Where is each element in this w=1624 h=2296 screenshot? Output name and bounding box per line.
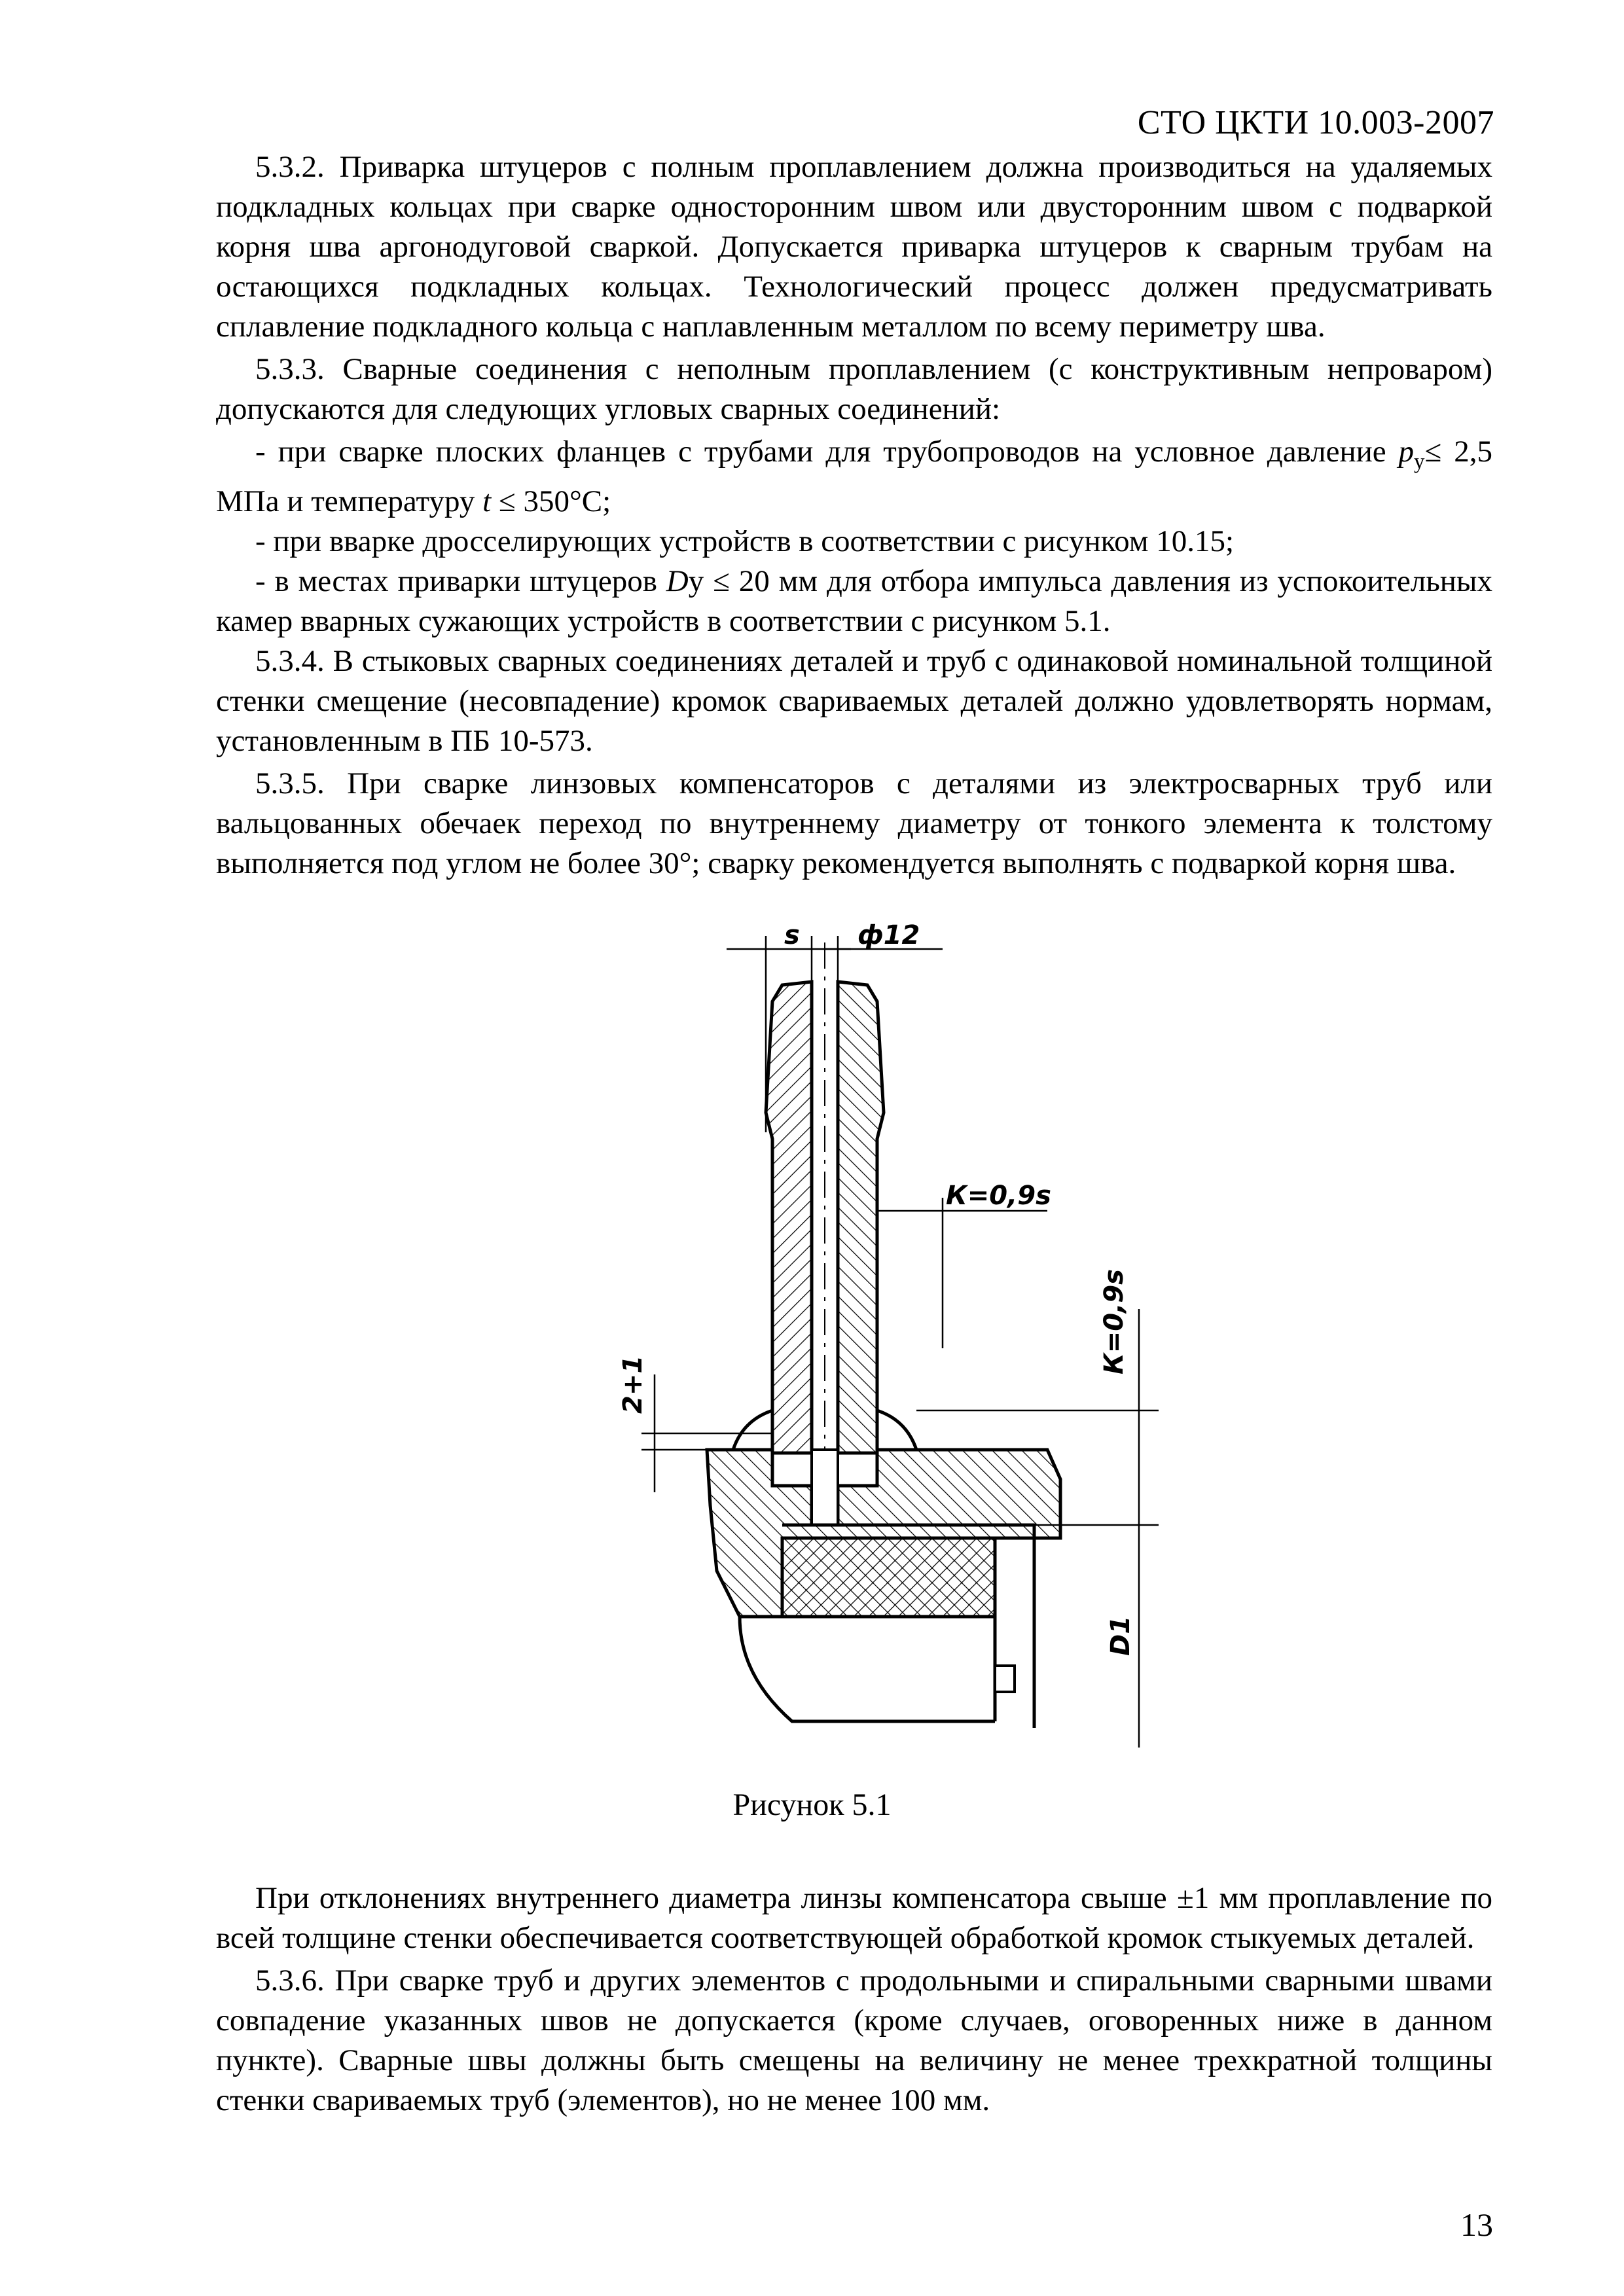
label-s: s: [784, 920, 800, 950]
chamber-lining: [782, 1538, 995, 1617]
fitting-left-wall: [766, 982, 812, 1453]
label-d1: D1: [1106, 1615, 1136, 1656]
list-item-fittings: - в местах приварки штуцеров Dу ≤ 20 мм для отбора импульса давления из успокоительных камер вварных сужающих устройств в соответствии с рисунком 5.1.: [216, 564, 1492, 639]
figure-caption: Рисунок 5.1: [732, 1787, 892, 1822]
paragraph-5-3-5: 5.3.5. При сварке линзовых компенсаторов с деталями из электросварных труб или вальцованных обечаек переход по внутреннему диаметру от тонкого элемента к толстому выполняется под углом не более 30°; сварку рекомендуется выполнять с подваркой корня шва.: [216, 766, 1492, 881]
page-number: 13: [1460, 2206, 1493, 2243]
paragraph-deviation: При отклонениях внутреннего диаметра линзы компенсатора свыше ±1 мм проплавление по всей толщине стенки обеспечивается соответствующей обработкой кромок стыкуемых деталей.: [216, 1881, 1492, 1955]
label-k-side: К=0,9s: [1099, 1269, 1129, 1374]
paragraph-5-3-2: 5.3.2. Приварка штуцеров с полным проплавлением должна производиться на удаляемых подкладных кольцах при сварке односторонним швом или двусторонним швом с подваркой корня шва аргонодуговой сваркой. Допускается приварка штуцеров к сварным трубам на остающихся подкладных кольцах. Технологический процесс должен предусматривать сплавление подкладного кольца с наплавленным металлом по всему периметру шва.: [216, 150, 1492, 344]
weld-fillet-right: [877, 1410, 916, 1450]
paragraph-5-3-4: 5.3.4. В стыковых сварных соединениях деталей и труб с одинаковой номинальной толщиной стенки смещение (несовпадение) кромок свариваемых деталей должно удовлетворять нормам, установленным в ПБ 10-573.: [216, 644, 1492, 759]
label-phi12: ф12: [857, 920, 920, 950]
document-code: СТО ЦКТИ 10.003-2007: [1137, 104, 1494, 141]
fitting-right-wall: [838, 982, 884, 1453]
paragraph-5-3-3: 5.3.3. Сварные соединения с неполным проплавлением (с конструктивным непроваром) допускаются для следующих угловых сварных соединений:: [216, 352, 1492, 426]
section-text-top: [216, 147, 1492, 886]
weld-joint-svg: [576, 916, 1231, 1761]
label-gap: 2+1: [618, 1355, 648, 1414]
section-text-bottom: [216, 1878, 1492, 2123]
list-item-throttle: - при вварке дросселирующих устройств в соответствии с рисунком 10.15;: [255, 524, 1235, 559]
figure-5-1-drawing: [576, 916, 1231, 1761]
label-k-top: К=0,9s: [946, 1181, 1051, 1211]
list-item-flanges: - при сварке плоских фланцев с трубами для трубопроводов на условное давление $p_y\le 2,5$ МПа и температуру t ≤ 350°С;: [216, 435, 1492, 519]
paragraph-5-3-6: 5.3.6. При сварке труб и других элементов с продольными и спиральными сварными швами совпадение указанных швов не допускается (кроме случаев, оговоренных ниже в данном пункте). Сварные швы должны быть смещены на величину не менее трехкратной толщины стенки свариваемых труб (элементов), но не менее 100 мм.: [216, 1964, 1492, 2117]
weld-fillet-left: [733, 1410, 772, 1450]
